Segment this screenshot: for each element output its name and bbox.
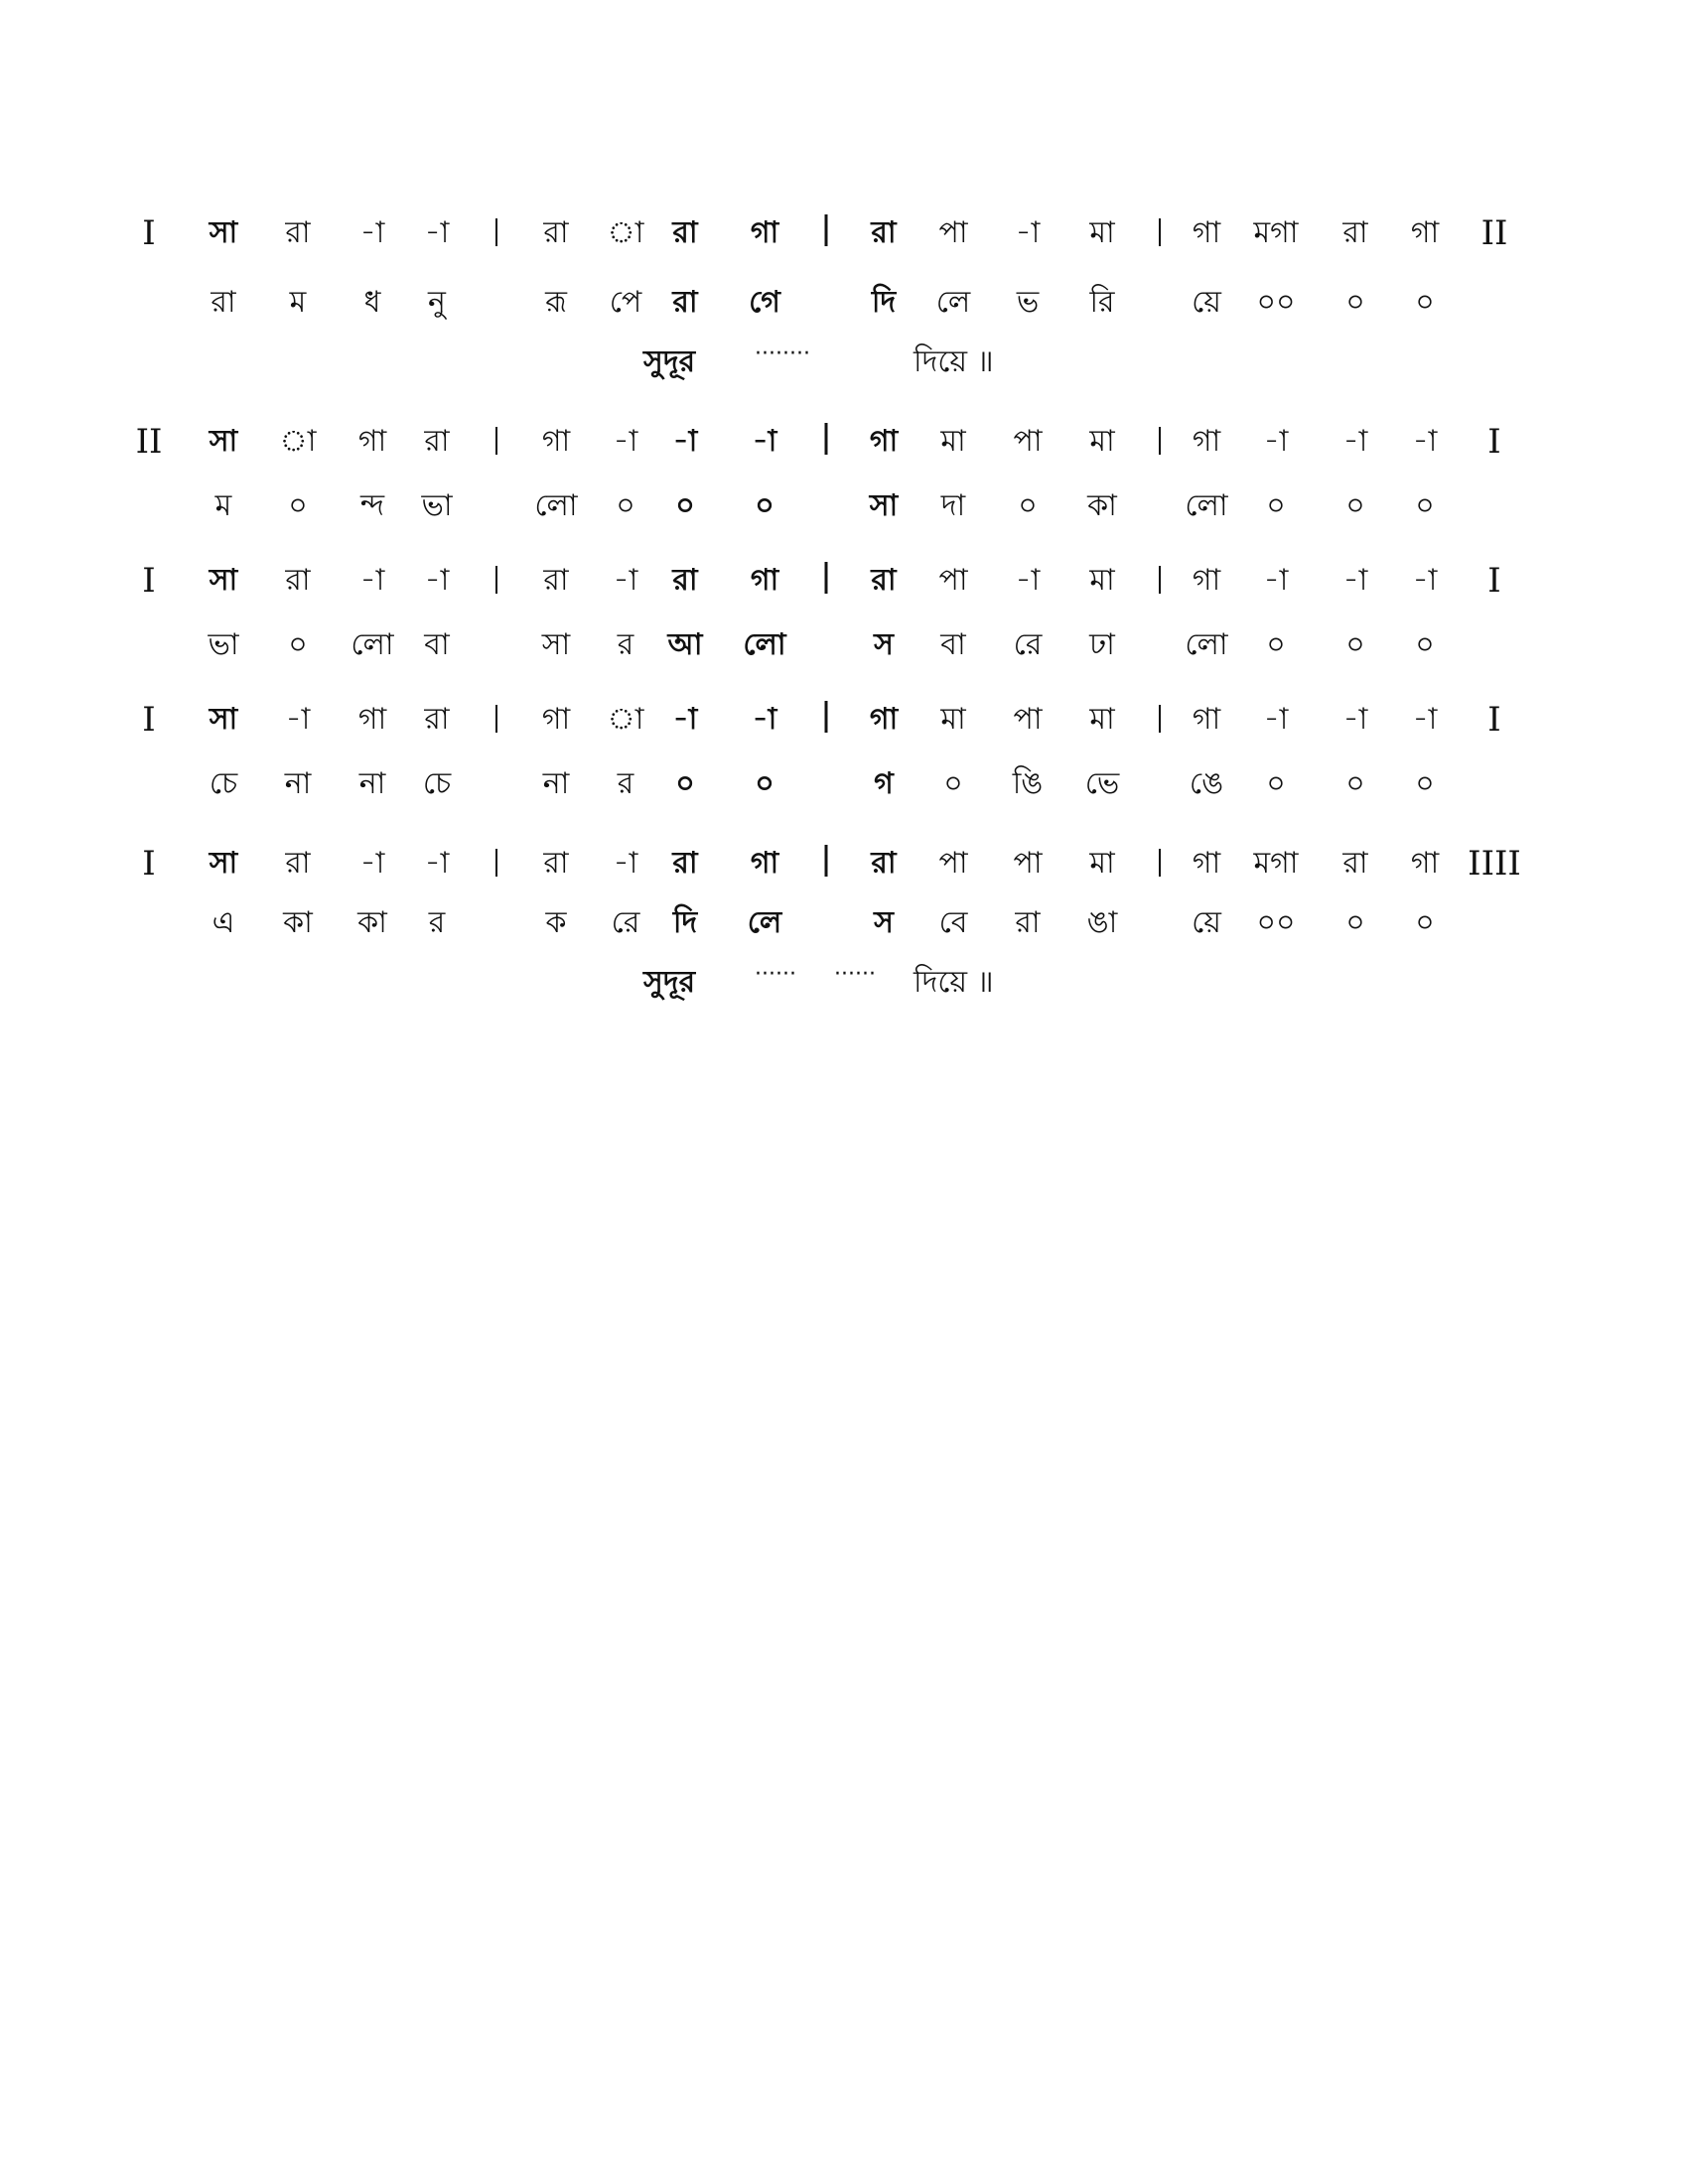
note: -া bbox=[1412, 424, 1438, 459]
note: মা bbox=[1089, 215, 1115, 250]
lyric-syllable: ০ bbox=[1415, 285, 1435, 320]
note: -া bbox=[359, 563, 385, 598]
note: রা bbox=[1342, 215, 1368, 250]
notes-line bbox=[0, 695, 1688, 745]
note: সা bbox=[209, 215, 238, 250]
lyric-syllable: ০০ bbox=[1256, 285, 1296, 320]
lyric-syllable: ০ bbox=[1415, 905, 1435, 940]
start-bar-mark: I bbox=[142, 700, 156, 740]
lyric-syllable: লো bbox=[534, 488, 578, 523]
note: রা bbox=[672, 563, 698, 598]
lyric-syllable: রা bbox=[672, 285, 698, 320]
note: রা bbox=[672, 846, 698, 881]
note: মা bbox=[1089, 424, 1115, 459]
notes-line bbox=[0, 208, 1688, 258]
note: গা bbox=[357, 702, 387, 737]
lyric-syllable: না bbox=[284, 766, 312, 801]
lyric-syllable: স bbox=[874, 905, 894, 940]
notes-line bbox=[0, 556, 1688, 606]
note: রা bbox=[1342, 846, 1368, 881]
note: গা bbox=[750, 563, 779, 598]
note: -া bbox=[613, 563, 638, 598]
end-bar-mark: I bbox=[1487, 561, 1501, 601]
bar-line-bold bbox=[825, 423, 828, 455]
refrain-line bbox=[0, 338, 1688, 387]
bar-line bbox=[1159, 427, 1161, 455]
lyric-syllable: ০ bbox=[1415, 488, 1435, 523]
note: গা bbox=[541, 424, 571, 459]
note: -া bbox=[1412, 702, 1438, 737]
note: রা bbox=[543, 563, 569, 598]
lyric-syllable: ০ bbox=[1266, 766, 1286, 801]
bar-line bbox=[495, 566, 497, 594]
note: গা bbox=[1410, 846, 1440, 881]
note: মা bbox=[1089, 563, 1115, 598]
lyric-syllable: দি bbox=[871, 285, 897, 320]
refrain-dots: ········ bbox=[755, 341, 810, 366]
lyric-syllable: ০ bbox=[1266, 488, 1286, 523]
note: রা bbox=[285, 215, 311, 250]
refrain-line bbox=[0, 958, 1688, 1008]
end-bar-mark: II bbox=[1480, 213, 1508, 253]
note: রা bbox=[871, 215, 897, 250]
note: রা bbox=[424, 424, 450, 459]
note: -া bbox=[424, 846, 450, 881]
lyric-syllable: ম bbox=[289, 285, 307, 320]
lyric-syllable: রূ bbox=[545, 285, 567, 320]
lyric-syllable: রা bbox=[1015, 905, 1041, 940]
lyric-syllable: ভ bbox=[1016, 285, 1040, 320]
lyric-syllable: বা bbox=[940, 627, 966, 662]
lyric-syllable: না bbox=[542, 766, 570, 801]
note: -া bbox=[752, 702, 777, 737]
note: রা bbox=[871, 563, 897, 598]
note: -া bbox=[1263, 563, 1289, 598]
start-bar-mark: I bbox=[142, 844, 156, 884]
lyric-syllable: এ bbox=[211, 905, 235, 940]
note: গা bbox=[541, 702, 571, 737]
lyric-syllable: ০ bbox=[1345, 285, 1365, 320]
note: গা bbox=[1410, 215, 1440, 250]
lyric-syllable: স bbox=[874, 627, 894, 662]
lyric-syllable: কা bbox=[357, 905, 387, 940]
note: গা bbox=[750, 846, 779, 881]
lyric-syllable: ০ bbox=[675, 766, 695, 801]
note: গা bbox=[357, 424, 387, 459]
start-bar-mark: II bbox=[135, 422, 163, 462]
lyrics-line bbox=[0, 481, 1688, 531]
bar-line bbox=[1159, 218, 1161, 246]
note: রা bbox=[543, 846, 569, 881]
lyric-syllable: গ bbox=[874, 766, 894, 801]
lyric-syllable: ০ bbox=[755, 488, 774, 523]
lyric-syllable: ০ bbox=[288, 627, 308, 662]
refrain-end: দিয়ে ॥ bbox=[914, 344, 994, 379]
lyric-syllable: র bbox=[617, 766, 634, 801]
bar-line bbox=[495, 218, 497, 246]
lyric-syllable: ০ bbox=[943, 766, 963, 801]
lyrics-line bbox=[0, 620, 1688, 670]
lyric-syllable: দা bbox=[940, 488, 966, 523]
note: -া bbox=[285, 702, 311, 737]
note: া bbox=[607, 702, 644, 737]
refrain-end: দিয়ে ॥ bbox=[914, 965, 994, 1000]
lyric-syllable: র bbox=[617, 627, 634, 662]
lyric-syllable: ঙা bbox=[1086, 905, 1118, 940]
end-bar-mark: I bbox=[1487, 700, 1501, 740]
note: রা bbox=[672, 215, 698, 250]
lyric-syllable: লো bbox=[743, 627, 786, 662]
end-bar-mark: I bbox=[1487, 422, 1501, 462]
note: রা bbox=[543, 215, 569, 250]
note: -া bbox=[1342, 424, 1368, 459]
note: -া bbox=[752, 424, 777, 459]
lyric-syllable: বা bbox=[424, 627, 450, 662]
lyric-syllable: ধ bbox=[363, 285, 381, 320]
lyric-syllable: আ bbox=[667, 627, 703, 662]
note: পা bbox=[1013, 702, 1043, 737]
bar-line bbox=[495, 427, 497, 455]
note: -া bbox=[613, 846, 638, 881]
lyric-syllable: পে bbox=[609, 285, 642, 320]
lyric-syllable: ন্দ bbox=[359, 488, 385, 523]
bar-line bbox=[495, 705, 497, 733]
note: -া bbox=[424, 563, 450, 598]
note: গা bbox=[1192, 563, 1221, 598]
note: গা bbox=[869, 424, 899, 459]
lyric-syllable: ০ bbox=[1415, 766, 1435, 801]
note: গা bbox=[1192, 215, 1221, 250]
note: মগা bbox=[1253, 215, 1299, 250]
bar-line bbox=[1159, 566, 1161, 594]
note: -া bbox=[1342, 702, 1368, 737]
lyric-syllable: লো bbox=[351, 627, 394, 662]
lyric-syllable: ০ bbox=[288, 488, 308, 523]
lyric-syllable: ঢা bbox=[1089, 627, 1115, 662]
note: মা bbox=[940, 702, 966, 737]
note: পা bbox=[1013, 424, 1043, 459]
note: া bbox=[279, 424, 317, 459]
bar-line bbox=[1159, 849, 1161, 877]
note: রা bbox=[871, 846, 897, 881]
lyric-syllable: ভা bbox=[421, 488, 453, 523]
note: পা bbox=[938, 215, 968, 250]
lyric-syllable: ০ bbox=[755, 766, 774, 801]
lyric-syllable: রে bbox=[1013, 627, 1043, 662]
bar-line-bold bbox=[825, 214, 828, 246]
refrain-start: সুদূর bbox=[643, 344, 696, 379]
lyric-syllable: গে bbox=[749, 285, 780, 320]
note: -া bbox=[613, 424, 638, 459]
note: সা bbox=[209, 846, 238, 881]
lyric-syllable: য়ে bbox=[1192, 285, 1221, 320]
note: -া bbox=[1015, 563, 1041, 598]
note: া bbox=[607, 215, 644, 250]
note: -া bbox=[1342, 563, 1368, 598]
note: রা bbox=[424, 702, 450, 737]
note: গা bbox=[869, 702, 899, 737]
note: পা bbox=[938, 563, 968, 598]
lyric-syllable: নু bbox=[428, 285, 446, 320]
lyric-syllable: য়ে bbox=[1192, 905, 1221, 940]
lyric-syllable: কা bbox=[1087, 488, 1117, 523]
note: সা bbox=[209, 563, 238, 598]
lyric-syllable: ভে bbox=[1084, 766, 1120, 801]
bar-line bbox=[1159, 705, 1161, 733]
note: -া bbox=[1263, 424, 1289, 459]
note: রা bbox=[285, 846, 311, 881]
bar-line-bold bbox=[825, 562, 828, 594]
note: গা bbox=[1192, 702, 1221, 737]
start-bar-mark: I bbox=[142, 561, 156, 601]
lyric-syllable: রি bbox=[1089, 285, 1115, 320]
lyrics-line bbox=[0, 898, 1688, 948]
note: পা bbox=[1013, 846, 1043, 881]
lyric-syllable: লো bbox=[1185, 627, 1228, 662]
bar-line bbox=[495, 849, 497, 877]
lyric-syllable: ঙি bbox=[1012, 766, 1044, 801]
lyric-syllable: লো bbox=[1185, 488, 1228, 523]
lyric-syllable: বে bbox=[938, 905, 968, 940]
note: গা bbox=[750, 215, 779, 250]
note: মা bbox=[940, 424, 966, 459]
note: -া bbox=[672, 702, 698, 737]
lyric-syllable: ক bbox=[545, 905, 567, 940]
lyric-syllable: না bbox=[358, 766, 386, 801]
note: -া bbox=[1263, 702, 1289, 737]
refrain-start: সুদূর bbox=[643, 965, 696, 1000]
lyric-syllable: সা bbox=[541, 627, 571, 662]
lyric-syllable: ০ bbox=[616, 488, 635, 523]
note: গা bbox=[1192, 846, 1221, 881]
bar-line-bold bbox=[825, 845, 828, 877]
lyric-syllable: চে bbox=[209, 766, 238, 801]
lyric-syllable: রা bbox=[211, 285, 236, 320]
refrain-dots: ······ bbox=[834, 962, 876, 987]
end-bar-mark: IIII bbox=[1468, 844, 1521, 884]
note: সা bbox=[209, 424, 238, 459]
note: -া bbox=[359, 215, 385, 250]
lyric-syllable: রে bbox=[611, 905, 640, 940]
lyric-syllable: লে bbox=[747, 905, 782, 940]
lyric-syllable: ম bbox=[214, 488, 232, 523]
lyric-syllable: ০ bbox=[1345, 766, 1365, 801]
lyric-syllable: র bbox=[428, 905, 446, 940]
lyric-syllable: চে bbox=[422, 766, 452, 801]
lyric-syllable: ০০ bbox=[1256, 905, 1296, 940]
note: -া bbox=[359, 846, 385, 881]
note: -া bbox=[672, 424, 698, 459]
lyric-syllable: দি bbox=[672, 905, 698, 940]
lyric-syllable: ০ bbox=[1345, 627, 1365, 662]
note: পা bbox=[938, 846, 968, 881]
note: মা bbox=[1089, 702, 1115, 737]
note: রা bbox=[285, 563, 311, 598]
lyrics-line bbox=[0, 278, 1688, 328]
lyric-syllable: ০ bbox=[1415, 627, 1435, 662]
note: গা bbox=[1192, 424, 1221, 459]
note: -া bbox=[1015, 215, 1041, 250]
bar-line-bold bbox=[825, 701, 828, 733]
lyric-syllable: ০ bbox=[675, 488, 695, 523]
lyric-syllable: কা bbox=[283, 905, 313, 940]
notes-line bbox=[0, 839, 1688, 888]
lyric-syllable: ০ bbox=[1018, 488, 1038, 523]
start-bar-mark: I bbox=[142, 213, 156, 253]
notes-line bbox=[0, 417, 1688, 467]
note: সা bbox=[209, 702, 238, 737]
refrain-dots: ······ bbox=[755, 962, 796, 987]
lyric-syllable: ভা bbox=[208, 627, 239, 662]
lyric-syllable: ঙে bbox=[1189, 766, 1224, 801]
note: -া bbox=[424, 215, 450, 250]
lyric-syllable: লে bbox=[935, 285, 971, 320]
lyric-syllable: সা bbox=[869, 488, 899, 523]
note: মা bbox=[1089, 846, 1115, 881]
lyric-syllable: ০ bbox=[1345, 488, 1365, 523]
note: মগা bbox=[1253, 846, 1299, 881]
lyric-syllable: ০ bbox=[1266, 627, 1286, 662]
note: -া bbox=[1412, 563, 1438, 598]
lyric-syllable: ০ bbox=[1345, 905, 1365, 940]
lyrics-line bbox=[0, 759, 1688, 809]
